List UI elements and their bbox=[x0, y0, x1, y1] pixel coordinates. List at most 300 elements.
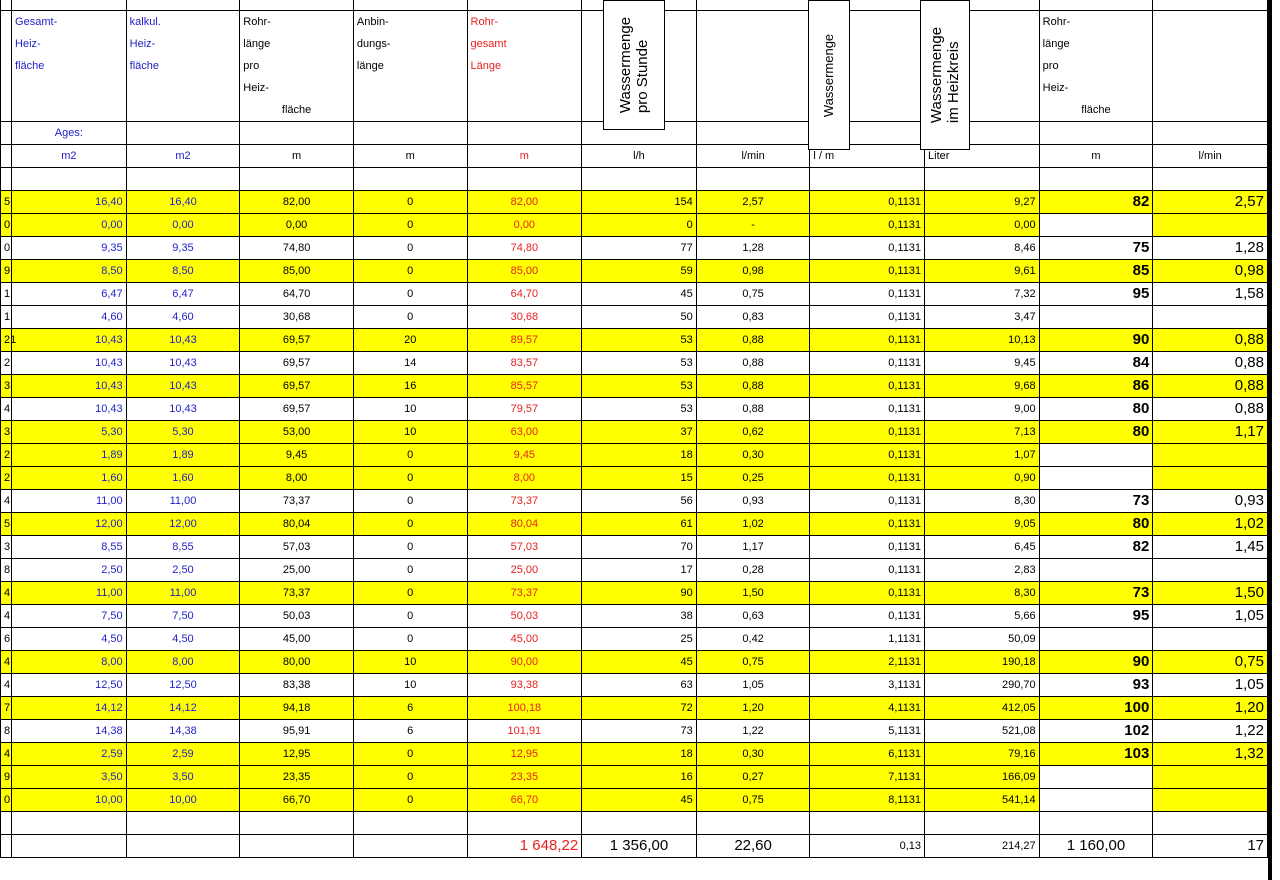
pipe-total-cell[interactable]: 66,70 bbox=[467, 789, 582, 812]
water-per-m-cell[interactable]: 0,1131 bbox=[810, 191, 925, 214]
calc-area-cell[interactable]: 8,00 bbox=[126, 651, 240, 674]
water-in-circuit-cell[interactable]: 166,09 bbox=[925, 766, 1040, 789]
total-area-cell[interactable]: 4,50 bbox=[12, 628, 127, 651]
pipe-per-area-value-cell[interactable]: 75 bbox=[1039, 237, 1153, 260]
water-in-circuit-cell[interactable]: 0,00 bbox=[925, 214, 1040, 237]
flow-per-min-cell[interactable]: 1,58 bbox=[1153, 283, 1268, 306]
flow-per-min-cell[interactable] bbox=[1153, 559, 1268, 582]
total-area-cell[interactable]: 0,00 bbox=[12, 214, 127, 237]
total-area-cell[interactable]: 11,00 bbox=[12, 490, 127, 513]
row-id-cell[interactable]: 3 bbox=[1, 536, 12, 559]
water-per-hour-cell[interactable]: 59 bbox=[582, 260, 697, 283]
water-in-circuit-cell[interactable]: 9,27 bbox=[925, 191, 1040, 214]
total-area-cell[interactable]: 8,00 bbox=[12, 651, 127, 674]
connection-length-cell[interactable]: 20 bbox=[353, 329, 467, 352]
flow-per-min-cell[interactable]: 1,28 bbox=[1153, 237, 1268, 260]
connection-length-cell[interactable]: 0 bbox=[353, 766, 467, 789]
unit-cell[interactable]: l/min bbox=[1153, 145, 1268, 168]
total-pipe-per-area[interactable]: 1 160,00 bbox=[1039, 835, 1153, 858]
flow-per-min-cell[interactable]: 1,32 bbox=[1153, 743, 1268, 766]
water-in-circuit-cell[interactable]: 79,16 bbox=[925, 743, 1040, 766]
water-per-hour-cell[interactable]: 73 bbox=[582, 720, 697, 743]
pipe-total-cell[interactable]: 25,00 bbox=[467, 559, 582, 582]
cell[interactable] bbox=[240, 812, 354, 835]
total-area-cell[interactable]: 2,59 bbox=[12, 743, 127, 766]
pipe-length-cell[interactable]: 82,00 bbox=[240, 191, 354, 214]
water-in-circuit-cell[interactable]: 9,00 bbox=[925, 398, 1040, 421]
water-per-min-cell[interactable]: 0,88 bbox=[696, 352, 810, 375]
water-per-m-cell[interactable]: 0,1131 bbox=[810, 375, 925, 398]
water-per-min-cell[interactable]: 0,75 bbox=[696, 283, 810, 306]
water-in-circuit-cell[interactable]: 521,08 bbox=[925, 720, 1040, 743]
water-per-hour-cell[interactable]: 25 bbox=[582, 628, 697, 651]
water-per-min-cell[interactable]: 1,28 bbox=[696, 237, 810, 260]
pipe-length-cell[interactable]: 8,00 bbox=[240, 467, 354, 490]
row-id-cell[interactable]: 0 bbox=[1, 237, 12, 260]
header-cell[interactable] bbox=[1153, 11, 1268, 34]
header-cell[interactable] bbox=[1153, 33, 1268, 55]
row-id-cell[interactable]: 2 bbox=[1, 467, 12, 490]
cell[interactable] bbox=[810, 812, 925, 835]
pipe-per-area-value-cell[interactable] bbox=[1039, 444, 1153, 467]
water-per-hour-cell[interactable]: 16 bbox=[582, 766, 697, 789]
cell[interactable] bbox=[126, 812, 240, 835]
row-id-cell[interactable]: 4 bbox=[1, 582, 12, 605]
water-per-m-cell[interactable]: 0,1131 bbox=[810, 352, 925, 375]
header-pipe-total[interactable] bbox=[467, 99, 582, 122]
flow-per-min-cell[interactable] bbox=[1153, 766, 1268, 789]
total-water-in-circuit[interactable]: 214,27 bbox=[925, 835, 1040, 858]
water-per-hour-cell[interactable]: 72 bbox=[582, 697, 697, 720]
header-cell[interactable] bbox=[696, 55, 810, 77]
water-in-circuit-cell[interactable]: 0,90 bbox=[925, 467, 1040, 490]
pipe-length-cell[interactable]: 64,70 bbox=[240, 283, 354, 306]
row-id-cell[interactable]: 9 bbox=[1, 260, 12, 283]
connection-length-cell[interactable]: 0 bbox=[353, 191, 467, 214]
pipe-total-cell[interactable]: 89,57 bbox=[467, 329, 582, 352]
pipe-length-cell[interactable]: 0,00 bbox=[240, 214, 354, 237]
pipe-total-cell[interactable]: 73,37 bbox=[467, 582, 582, 605]
pipe-length-cell[interactable]: 25,00 bbox=[240, 559, 354, 582]
water-per-min-cell[interactable]: 0,42 bbox=[696, 628, 810, 651]
water-per-m-cell[interactable]: 0,1131 bbox=[810, 444, 925, 467]
water-per-min-cell[interactable]: 0,88 bbox=[696, 375, 810, 398]
pipe-length-cell[interactable]: 80,04 bbox=[240, 513, 354, 536]
water-in-circuit-cell[interactable]: 9,68 bbox=[925, 375, 1040, 398]
pipe-length-cell[interactable]: 69,57 bbox=[240, 329, 354, 352]
pipe-length-cell[interactable]: 73,37 bbox=[240, 490, 354, 513]
total-water-per-hour[interactable]: 1 356,00 bbox=[582, 835, 697, 858]
total-area-cell[interactable]: 16,40 bbox=[12, 191, 127, 214]
water-per-min-cell[interactable]: 0,63 bbox=[696, 605, 810, 628]
pipe-total-cell[interactable]: 12,95 bbox=[467, 743, 582, 766]
cell[interactable] bbox=[582, 812, 697, 835]
water-per-min-cell[interactable]: 0,98 bbox=[696, 260, 810, 283]
water-per-m-cell[interactable]: 5,1131 bbox=[810, 720, 925, 743]
calc-area-cell[interactable]: 2,59 bbox=[126, 743, 240, 766]
cell[interactable] bbox=[696, 122, 810, 145]
pipe-length-cell[interactable]: 30,68 bbox=[240, 306, 354, 329]
flow-per-min-cell[interactable]: 1,02 bbox=[1153, 513, 1268, 536]
water-per-m-cell[interactable]: 0,1131 bbox=[810, 237, 925, 260]
flow-per-min-cell[interactable]: 1,05 bbox=[1153, 605, 1268, 628]
water-per-hour-cell[interactable]: 37 bbox=[582, 421, 697, 444]
total-area-cell[interactable]: 14,38 bbox=[12, 720, 127, 743]
water-per-hour-cell[interactable]: 53 bbox=[582, 329, 697, 352]
calc-area-cell[interactable]: 5,30 bbox=[126, 421, 240, 444]
total-area-cell[interactable]: 4,60 bbox=[12, 306, 127, 329]
pipe-length-cell[interactable]: 53,00 bbox=[240, 421, 354, 444]
pipe-total-cell[interactable]: 50,03 bbox=[467, 605, 582, 628]
header-pipe-per-area[interactable]: fläche bbox=[240, 99, 354, 122]
total-pipe-length[interactable]: 1 648,22 bbox=[467, 835, 582, 858]
cell[interactable] bbox=[810, 168, 925, 191]
header-cell[interactable] bbox=[1, 77, 12, 99]
row-id-cell[interactable]: 4 bbox=[1, 743, 12, 766]
cell[interactable] bbox=[353, 168, 467, 191]
water-per-m-cell[interactable]: 0,1131 bbox=[810, 260, 925, 283]
pipe-per-area-value-cell[interactable] bbox=[1039, 789, 1153, 812]
flow-per-min-cell[interactable]: 0,93 bbox=[1153, 490, 1268, 513]
pipe-per-area-value-cell[interactable]: 73 bbox=[1039, 582, 1153, 605]
calc-area-cell[interactable]: 10,00 bbox=[126, 789, 240, 812]
unit-cell[interactable]: l/min bbox=[696, 145, 810, 168]
connection-length-cell[interactable]: 0 bbox=[353, 260, 467, 283]
cell[interactable] bbox=[925, 812, 1040, 835]
pipe-total-cell[interactable]: 23,35 bbox=[467, 766, 582, 789]
flow-per-min-cell[interactable] bbox=[1153, 444, 1268, 467]
water-per-min-cell[interactable]: 1,22 bbox=[696, 720, 810, 743]
connection-length-cell[interactable]: 0 bbox=[353, 237, 467, 260]
header-cell[interactable] bbox=[696, 77, 810, 99]
connection-length-cell[interactable]: 0 bbox=[353, 559, 467, 582]
calc-area-cell[interactable]: 6,47 bbox=[126, 283, 240, 306]
connection-length-cell[interactable]: 0 bbox=[353, 214, 467, 237]
water-in-circuit-cell[interactable]: 7,32 bbox=[925, 283, 1040, 306]
water-per-hour-cell[interactable]: 18 bbox=[582, 444, 697, 467]
water-per-min-cell[interactable]: 1,17 bbox=[696, 536, 810, 559]
water-per-hour-cell[interactable]: 77 bbox=[582, 237, 697, 260]
connection-length-cell[interactable]: 10 bbox=[353, 398, 467, 421]
pipe-total-cell[interactable]: 30,68 bbox=[467, 306, 582, 329]
pipe-length-cell[interactable]: 9,45 bbox=[240, 444, 354, 467]
pipe-per-area-value-cell[interactable]: 80 bbox=[1039, 398, 1153, 421]
pipe-per-area-value-cell[interactable]: 82 bbox=[1039, 191, 1153, 214]
calc-area-cell[interactable]: 4,60 bbox=[126, 306, 240, 329]
header-pipe-per-area[interactable]: Rohr- bbox=[240, 11, 354, 34]
header-cell[interactable] bbox=[1153, 55, 1268, 77]
pipe-length-cell[interactable]: 66,70 bbox=[240, 789, 354, 812]
flow-per-min-cell[interactable]: 0,88 bbox=[1153, 375, 1268, 398]
connection-length-cell[interactable]: 0 bbox=[353, 582, 467, 605]
calc-area-cell[interactable]: 12,00 bbox=[126, 513, 240, 536]
water-per-m-cell[interactable]: 0,1131 bbox=[810, 490, 925, 513]
water-in-circuit-cell[interactable]: 10,13 bbox=[925, 329, 1040, 352]
row-id-cell[interactable]: 0 bbox=[1, 214, 12, 237]
water-per-min-cell[interactable]: 0,88 bbox=[696, 398, 810, 421]
pipe-length-cell[interactable]: 23,35 bbox=[240, 766, 354, 789]
flow-per-min-cell[interactable] bbox=[1153, 214, 1268, 237]
water-in-circuit-cell[interactable]: 6,45 bbox=[925, 536, 1040, 559]
connection-length-cell[interactable]: 0 bbox=[353, 283, 467, 306]
flow-per-min-cell[interactable]: 0,88 bbox=[1153, 352, 1268, 375]
flow-per-min-cell[interactable]: 2,57 bbox=[1153, 191, 1268, 214]
connection-length-cell[interactable]: 6 bbox=[353, 720, 467, 743]
water-per-m-cell[interactable]: 0,1131 bbox=[810, 398, 925, 421]
pipe-per-area-value-cell[interactable]: 82 bbox=[1039, 536, 1153, 559]
calc-area-cell[interactable]: 10,43 bbox=[126, 352, 240, 375]
pipe-per-area-value-cell[interactable]: 93 bbox=[1039, 674, 1153, 697]
total-flow-per-min[interactable]: 17 bbox=[1153, 835, 1268, 858]
pipe-per-area-value-cell[interactable]: 95 bbox=[1039, 283, 1153, 306]
total-area-cell[interactable]: 10,00 bbox=[12, 789, 127, 812]
pipe-total-cell[interactable]: 82,00 bbox=[467, 191, 582, 214]
pipe-length-cell[interactable]: 94,18 bbox=[240, 697, 354, 720]
cell[interactable] bbox=[1, 122, 12, 145]
header-cell[interactable] bbox=[696, 99, 810, 122]
unit-cell[interactable]: m bbox=[240, 145, 354, 168]
cell[interactable] bbox=[582, 168, 697, 191]
water-per-min-cell[interactable]: 1,05 bbox=[696, 674, 810, 697]
connection-length-cell[interactable]: 0 bbox=[353, 536, 467, 559]
water-per-min-cell[interactable]: 0,28 bbox=[696, 559, 810, 582]
calc-area-cell[interactable]: 10,43 bbox=[126, 329, 240, 352]
water-per-min-cell[interactable]: 0,30 bbox=[696, 743, 810, 766]
cell[interactable] bbox=[1, 168, 12, 191]
cell[interactable] bbox=[1153, 812, 1268, 835]
total-area-cell[interactable]: 8,55 bbox=[12, 536, 127, 559]
header-cell[interactable] bbox=[696, 33, 810, 55]
connection-length-cell[interactable]: 10 bbox=[353, 674, 467, 697]
flow-per-min-cell[interactable]: 0,88 bbox=[1153, 398, 1268, 421]
pipe-per-area-value-cell[interactable]: 102 bbox=[1039, 720, 1153, 743]
row-id-cell[interactable]: 3 bbox=[1, 375, 12, 398]
pipe-length-cell[interactable]: 74,80 bbox=[240, 237, 354, 260]
header-calc-area[interactable] bbox=[126, 77, 240, 99]
flow-per-min-cell[interactable]: 1,05 bbox=[1153, 674, 1268, 697]
pipe-length-cell[interactable]: 85,00 bbox=[240, 260, 354, 283]
cell[interactable] bbox=[240, 122, 354, 145]
row-id-cell[interactable]: 4 bbox=[1, 674, 12, 697]
pipe-per-area-value-cell[interactable]: 85 bbox=[1039, 260, 1153, 283]
total-area-cell[interactable]: 1,60 bbox=[12, 467, 127, 490]
row-id-cell[interactable]: 4 bbox=[1, 398, 12, 421]
water-per-min-cell[interactable]: 0,88 bbox=[696, 329, 810, 352]
connection-length-cell[interactable]: 14 bbox=[353, 352, 467, 375]
total-area-cell[interactable]: 12,00 bbox=[12, 513, 127, 536]
header-total-area[interactable] bbox=[12, 99, 127, 122]
cell[interactable] bbox=[467, 122, 582, 145]
cell[interactable] bbox=[1, 145, 12, 168]
pipe-length-cell[interactable]: 95,91 bbox=[240, 720, 354, 743]
calc-area-cell[interactable]: 16,40 bbox=[126, 191, 240, 214]
water-per-m-cell[interactable]: 8,1131 bbox=[810, 789, 925, 812]
cell[interactable] bbox=[12, 835, 127, 858]
cell[interactable] bbox=[467, 812, 582, 835]
connection-length-cell[interactable]: 6 bbox=[353, 697, 467, 720]
water-per-hour-cell[interactable]: 90 bbox=[582, 582, 697, 605]
header-pipe-per-area-2[interactable]: Heiz- bbox=[1039, 77, 1153, 99]
cell[interactable] bbox=[1, 812, 12, 835]
pipe-per-area-value-cell[interactable] bbox=[1039, 766, 1153, 789]
water-in-circuit-cell[interactable]: 3,47 bbox=[925, 306, 1040, 329]
total-area-cell[interactable]: 10,43 bbox=[12, 329, 127, 352]
total-area-cell[interactable]: 14,12 bbox=[12, 697, 127, 720]
water-per-m-cell[interactable]: 0,1131 bbox=[810, 421, 925, 444]
water-per-m-cell[interactable]: 0,1131 bbox=[810, 582, 925, 605]
water-per-m-cell[interactable]: 2,1131 bbox=[810, 651, 925, 674]
water-in-circuit-cell[interactable]: 290,70 bbox=[925, 674, 1040, 697]
cell[interactable] bbox=[126, 835, 240, 858]
calc-area-cell[interactable]: 11,00 bbox=[126, 582, 240, 605]
header-pipe-per-area-2[interactable]: Rohr- bbox=[1039, 11, 1153, 34]
water-per-min-cell[interactable]: 0,30 bbox=[696, 444, 810, 467]
ages-label[interactable]: Ages: bbox=[12, 122, 127, 145]
water-per-m-cell[interactable]: 7,1131 bbox=[810, 766, 925, 789]
total-area-cell[interactable]: 8,50 bbox=[12, 260, 127, 283]
cell[interactable] bbox=[240, 835, 354, 858]
pipe-total-cell[interactable]: 85,00 bbox=[467, 260, 582, 283]
row-id-cell[interactable]: 3 bbox=[1, 421, 12, 444]
pipe-total-cell[interactable]: 80,04 bbox=[467, 513, 582, 536]
water-in-circuit-cell[interactable]: 1,07 bbox=[925, 444, 1040, 467]
calc-area-cell[interactable]: 11,00 bbox=[126, 490, 240, 513]
header-total-area[interactable]: fläche bbox=[12, 55, 127, 77]
row-id-cell[interactable]: 5 bbox=[1, 191, 12, 214]
water-in-circuit-cell[interactable]: 5,66 bbox=[925, 605, 1040, 628]
pipe-length-cell[interactable]: 83,38 bbox=[240, 674, 354, 697]
header-cell[interactable] bbox=[1, 99, 12, 122]
unit-cell[interactable]: l / m bbox=[810, 145, 925, 168]
water-per-min-cell[interactable]: 0,25 bbox=[696, 467, 810, 490]
row-id-cell[interactable]: 4 bbox=[1, 605, 12, 628]
water-per-hour-cell[interactable]: 56 bbox=[582, 490, 697, 513]
header-cell[interactable] bbox=[1153, 77, 1268, 99]
cell[interactable] bbox=[126, 168, 240, 191]
flow-per-min-cell[interactable]: 1,20 bbox=[1153, 697, 1268, 720]
header-cell[interactable] bbox=[696, 11, 810, 34]
row-id-cell[interactable]: 5 bbox=[1, 513, 12, 536]
water-per-m-cell[interactable]: 0,1131 bbox=[810, 559, 925, 582]
water-in-circuit-cell[interactable]: 8,46 bbox=[925, 237, 1040, 260]
water-per-hour-cell[interactable]: 15 bbox=[582, 467, 697, 490]
total-water-per-m[interactable]: 0,13 bbox=[810, 835, 925, 858]
calc-area-cell[interactable]: 7,50 bbox=[126, 605, 240, 628]
pipe-length-cell[interactable]: 57,03 bbox=[240, 536, 354, 559]
water-per-min-cell[interactable]: 1,50 bbox=[696, 582, 810, 605]
cell[interactable] bbox=[12, 168, 127, 191]
pipe-per-area-value-cell[interactable] bbox=[1039, 467, 1153, 490]
water-per-hour-cell[interactable]: 61 bbox=[582, 513, 697, 536]
pipe-per-area-value-cell[interactable]: 90 bbox=[1039, 329, 1153, 352]
connection-length-cell[interactable]: 10 bbox=[353, 651, 467, 674]
calc-area-cell[interactable]: 14,12 bbox=[126, 697, 240, 720]
total-area-cell[interactable]: 10,43 bbox=[12, 375, 127, 398]
water-per-hour-cell[interactable]: 53 bbox=[582, 375, 697, 398]
header-connection-length[interactable] bbox=[353, 77, 467, 99]
cell[interactable] bbox=[126, 122, 240, 145]
connection-length-cell[interactable]: 0 bbox=[353, 444, 467, 467]
header-pipe-total[interactable]: gesamt bbox=[467, 33, 582, 55]
water-in-circuit-cell[interactable]: 9,05 bbox=[925, 513, 1040, 536]
header-calc-area[interactable] bbox=[126, 99, 240, 122]
row-id-cell[interactable]: 0 bbox=[1, 789, 12, 812]
water-per-m-cell[interactable]: 0,1131 bbox=[810, 329, 925, 352]
connection-length-cell[interactable]: 0 bbox=[353, 467, 467, 490]
row-id-cell[interactable]: 2 bbox=[1, 352, 12, 375]
row-id-cell[interactable]: 8 bbox=[1, 720, 12, 743]
total-area-cell[interactable]: 11,00 bbox=[12, 582, 127, 605]
water-per-hour-cell[interactable]: 63 bbox=[582, 674, 697, 697]
calc-area-cell[interactable]: 8,55 bbox=[126, 536, 240, 559]
cell[interactable] bbox=[353, 122, 467, 145]
water-per-m-cell[interactable]: 1,1131 bbox=[810, 628, 925, 651]
row-id-cell[interactable]: 6 bbox=[1, 628, 12, 651]
water-per-hour-cell[interactable]: 50 bbox=[582, 306, 697, 329]
water-in-circuit-cell[interactable]: 412,05 bbox=[925, 697, 1040, 720]
unit-cell[interactable]: m bbox=[1039, 145, 1153, 168]
water-per-hour-cell[interactable]: 154 bbox=[582, 191, 697, 214]
cell[interactable] bbox=[925, 168, 1040, 191]
connection-length-cell[interactable]: 0 bbox=[353, 743, 467, 766]
pipe-total-cell[interactable]: 90,00 bbox=[467, 651, 582, 674]
water-per-min-cell[interactable]: 0,62 bbox=[696, 421, 810, 444]
cell[interactable] bbox=[353, 812, 467, 835]
unit-cell[interactable]: m bbox=[353, 145, 467, 168]
pipe-length-cell[interactable]: 69,57 bbox=[240, 375, 354, 398]
pipe-per-area-value-cell[interactable]: 90 bbox=[1039, 651, 1153, 674]
cell[interactable] bbox=[353, 835, 467, 858]
flow-per-min-cell[interactable]: 1,50 bbox=[1153, 582, 1268, 605]
cell[interactable] bbox=[1039, 812, 1153, 835]
water-per-min-cell[interactable]: 1,02 bbox=[696, 513, 810, 536]
cell[interactable] bbox=[12, 812, 127, 835]
water-per-hour-cell[interactable]: 38 bbox=[582, 605, 697, 628]
pipe-length-cell[interactable]: 12,95 bbox=[240, 743, 354, 766]
water-per-m-cell[interactable]: 0,1131 bbox=[810, 605, 925, 628]
unit-cell[interactable]: l/h bbox=[582, 145, 697, 168]
total-area-cell[interactable]: 10,43 bbox=[12, 398, 127, 421]
flow-per-min-cell[interactable]: 1,17 bbox=[1153, 421, 1268, 444]
connection-length-cell[interactable]: 0 bbox=[353, 513, 467, 536]
header-calc-area[interactable]: Heiz- bbox=[126, 33, 240, 55]
connection-length-cell[interactable]: 0 bbox=[353, 605, 467, 628]
header-connection-length[interactable]: dungs- bbox=[353, 33, 467, 55]
header-pipe-per-area-2[interactable]: pro bbox=[1039, 55, 1153, 77]
water-per-min-cell[interactable]: 2,57 bbox=[696, 191, 810, 214]
pipe-total-cell[interactable]: 63,00 bbox=[467, 421, 582, 444]
header-pipe-total[interactable]: Rohr- bbox=[467, 11, 582, 34]
unit-cell[interactable]: m2 bbox=[126, 145, 240, 168]
flow-per-min-cell[interactable]: 1,45 bbox=[1153, 536, 1268, 559]
water-per-hour-cell[interactable]: 17 bbox=[582, 559, 697, 582]
unit-cell[interactable]: m bbox=[467, 145, 582, 168]
pipe-per-area-value-cell[interactable]: 100 bbox=[1039, 697, 1153, 720]
total-area-cell[interactable]: 6,47 bbox=[12, 283, 127, 306]
connection-length-cell[interactable]: 0 bbox=[353, 306, 467, 329]
cell[interactable] bbox=[467, 168, 582, 191]
header-pipe-per-area[interactable]: länge bbox=[240, 33, 354, 55]
water-per-m-cell[interactable]: 0,1131 bbox=[810, 536, 925, 559]
total-area-cell[interactable]: 1,89 bbox=[12, 444, 127, 467]
pipe-per-area-value-cell[interactable]: 103 bbox=[1039, 743, 1153, 766]
water-in-circuit-cell[interactable]: 8,30 bbox=[925, 490, 1040, 513]
header-cell[interactable] bbox=[1, 11, 12, 34]
header-cell[interactable] bbox=[1, 55, 12, 77]
water-in-circuit-cell[interactable]: 8,30 bbox=[925, 582, 1040, 605]
pipe-per-area-value-cell[interactable]: 73 bbox=[1039, 490, 1153, 513]
cell[interactable] bbox=[240, 168, 354, 191]
